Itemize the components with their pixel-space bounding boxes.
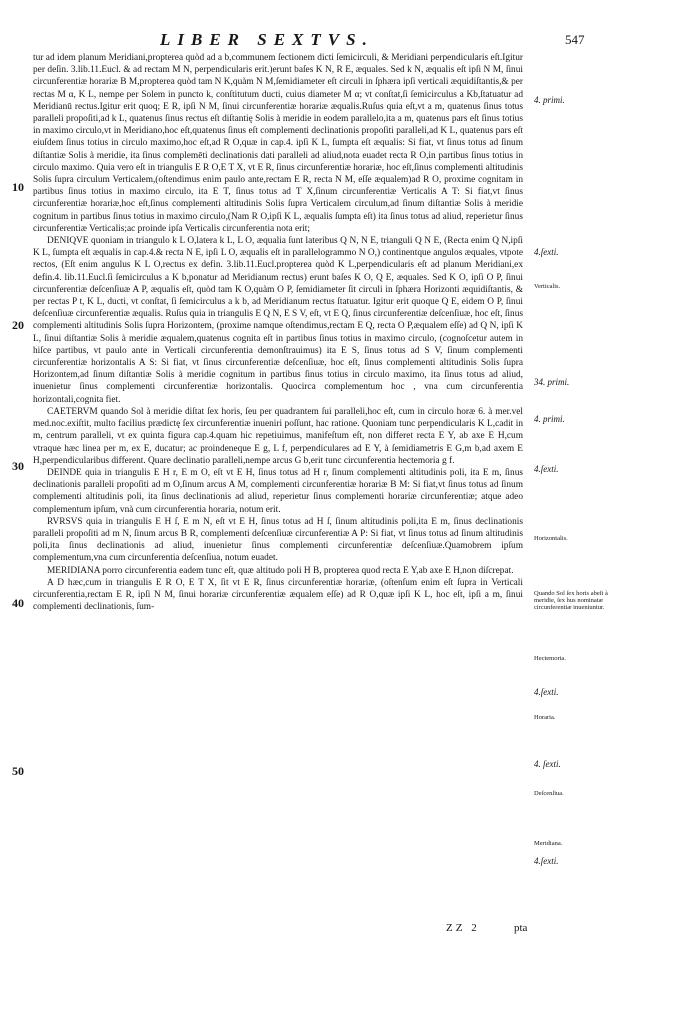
margin-note: 4.ſexti. — [534, 856, 559, 866]
margin-note: 4.ſexti. — [534, 247, 559, 257]
line-number: 50 — [12, 764, 24, 778]
margin-note: 4.ſexti. — [534, 464, 559, 474]
paragraph: DENIQVE quoniam in triangulo k L O,latera k L, L O, æqualia ſunt lateribus Q N, N E, trianguli Q N E, (Recta enim Q N,ipſi K L, ſumpta eſt æqualis in cap.4.& recta N E, ipſi L O, æqualis eſt in parallelogrammo N O,) continentque angulos æquales, vtpote rectos, (Eſt enim angulus K L O,rectus ex defin. 3.lib.11.Eucl.propterea quòd K L,perpendicularis eſt ad planum Meridiani,ex defin.4. lib.11.Eucl.ſi ſemicirculus a K b,ponatur ad Meridianum rectus) erunt baſes K O, Q E, æquales. Sed K O, ipſi O P, ſinui circunferentiæ deſcenſiuæ A P, æqualis eſt, quòd tam K O,quàm O P, ſemidiameter ſit circuli in ſphæra Horizonti æquidiſtantis, & per rectas P t, K L, ducti, vt conſtat, ſi ſemicirculus a k b, ad Meridianum rectus ſtatuatur. Igitur erit quoque Q E, eidem O P, ſinui deſcenſiuæ circunferentiæ æqualis. Ruſus quia in triangulis E Q N, E S V, eſt, vt E Q, ſinus circunferentiæ deſcenſiuæ, hoc eſt, ſinus complementi altitudinis Solis ſupra Horizontem, (proxime namque oſtendimus,rectam E Q, recta O P,æqualem eſſe) ad Q N, ipſi K L, ſinui diſtantiæ Solis à meridie æqualem,quatenus cognita eſt in partibus ſinus totius in maximo circulo, (cognoſcetur autem in hiſce partibus, vt paulo ante in Verticali circunferentia demonſtrauimus) ita E S, ſinus totus ad S V, ſinum complementi circunferentiæ horizontalis A S: Si fiat, vt ſinus circunferentiæ deſcenſiuæ, hoc eſt, ſinus complementi altitudinis Solis ſupra Horizontem,ad ſinum diſtantiæ Solis à meridie cognitum in partibus ſinus totius in circulo maximo, ita ſinus totus ad aliud, inuenietur ſinus complementi circunferentiæ horizontalis. Quocirca complementum hoc , vna cum circunferentia horizontali,cognita fiet. — [33, 236, 523, 405]
page-header — [0, 30, 686, 50]
margin-note: 4. primi. — [534, 95, 565, 105]
margin-note: Horaria. — [534, 714, 556, 721]
line-number: 20 — [12, 318, 24, 332]
paragraph: CAETERVM quando Sol à meridie diſtat ſex horis, ſeu per quadrantem ſui paralleli,hoc eſt, cum in circulo horæ 6. à mer.vel med.noc.exiſtit, multo facilius prædictę ſex circunferentiæ inueniri poſſunt, hac ratione. Quoniam tunc perpendicularis K L,cadit in m, centrum paralleli, vt ex quinta figura cap.4.quam hic repetiuimus, manifeſtum eſt, non differet recta E Y, ab axe E H,cum vtraque hæc linea per m, ex E, ducatur; ac proindeneque E g, L f, perpendiculares ad E Y, à ſemidiametris E G,m b,ad axem E H,perpendicularibus different. Quare declinatio paralleli,nempe arcus G b,erit tunc circunferentia hectemoria g f. — [33, 406, 523, 466]
margin-note: Meridiana. — [534, 840, 563, 847]
margin-note: 4.ſexti. — [534, 687, 559, 697]
margin-note: Verticalis. — [534, 283, 561, 290]
margin-note: 34. primi. — [534, 377, 570, 387]
paragraph: DEINDE quia in triangulis E H r, E m O, eſt vt E H, ſinus totus ad H r, ſinum complementi altitudinis poli, ita E m, ſinus declinationis paralleli propoſiti ad m O,ſinum arcus A M, complementi circunferentiæ horariæ B M: Si fiat,vt ſinus totus ad ſinum complementi altitudinis poli, ita ſinus declinationis ad aliud, reperietur ſinus complementi horariæ circunferentiæ; atque adeo complementum ipſum, vnà cum circunferentia horaria, notum erit. — [33, 467, 523, 515]
paragraph: MERIDIANA porro circunferentia eadem tunc eſt, quæ altitudo poli H B, propterea quod recta E Y,ab axe E H,non diſcrepat. — [47, 565, 514, 576]
margin-note: Quando Sol ſex horis abeſt à meridie, ſex hus nominatæ circunferentiæ inueniuntur. — [534, 590, 608, 612]
line-number: 30 — [12, 459, 24, 473]
margin-note: 4. ſexti. — [534, 759, 561, 769]
paragraph: RVRSVS quia in triangulis E H ſ, E m N, eſt vt E H, ſinus totus ad H ſ, ſinum altitudinis poli,ita E m, ſinus declinationis paralleli propoſiti ad m N, ſinum arcus B R, complementi deſcenſiuæ circunferentiæ A P: Si fiat, vt ſinus totus ad ſinum altitudinis poli,ita ſinus declinationis ad aliud, inuenietur ſinus complementi circunferentiæ deſcenſiuæ.Quamobrem ipſum complementum,vna cum circunferentia deſcenſiua, notum euadet. — [33, 516, 523, 564]
catchword: pta — [514, 922, 528, 934]
page-footer — [0, 922, 686, 938]
margin-note: 4. primi. — [534, 414, 565, 424]
paragraph: A D hæc,cum in triangulis E R O, E T X, ſit vt E R, ſinus circunferentiæ horariæ, (oſtenſum enim eſt ſupra in Verticali circunferentia,rectam E R, ipſi N M, ſinui horariæ circunferentiæ æqualem eſſe) ad R O,quæ ipſi K L, hoc eſt, ipſi a m, ſinui complementi declinationis, ſum- — [33, 577, 523, 613]
signature-mark: ZZ 2 — [446, 922, 480, 934]
margin-note: Horizontalis. — [534, 535, 568, 542]
margin-note: Hectemoria. — [534, 655, 566, 662]
margin-note: Deſcenſiua. — [534, 790, 564, 797]
running-title: LIBER SEXTVS. — [160, 30, 374, 49]
line-number: 40 — [12, 596, 24, 610]
page-number: 547 — [565, 32, 585, 47]
paragraph: tur ad idem planum Meridiani,propterea quòd ad a b,communem ſectionem dicti ſemicirculi, & Meridiani perpendicularis eſt.Igitur per deſin. 3.lib.11.Eucl. & ad rectam M N, perpendicularis erit.)erunt baſes K N, R E, æquales. Sed k N, æqualis eſt ipſi N M, ſinui circunferentiæ horariæ B M,propterea quòd tam N K,quàm N M,ſemidiameter eſt circuli in ſphæra ipſi verticali æquidiſtantis,& per rectas M α, K L, nempe per Solem in puncto k, conſtitutum ducti, cuius diameter M α; vt conſtat,ſi ſemicirculus a Kb,ſtatuatur ad Meridianū rectus.Igitur erit quoq; E R, ipſi N M, ſinui circunferentiæ horariæ æqualis.Ruſus quia eſt,vt a m, quatenus ſinus totus paralleli propoſiti,ad k L, quatenus ſinus rectus eſt diſtantię Solis à meridie in eodem parallelo,ita a m, quatenus pars eſt ſinus totius in maximo circulo,vt in Meridiano,hoc eſt,quatenus ſinus eſt complementi declinationis propoſiti paralleli,ad K L, quatenus pars eſt eiuſdem ſinus totius in circulo maximo,hoc eſt,ad R O,quæ in cap.4. ipſi K L, ſumpta eſt æqualis: Si fiat, vt ſinus totus ad ſinum diſtantiæ Solis à meridie, ita ſinus complemēti declinationis dati paralleli ad aliud,nota euadet recta R O,in partibus ſinus totius in circulo maximo. Quia vero eſt in triangulis E R O,E T X, vt E R, ſinus circunferentiæ horariæ, hoc eſt,ſinus complementi altitudinis Solis ſupra circulum Verticalem,(oſtendimus enim paulo ante,rectam E R, recta N M, eſſe æqualem)ad R O, proxime cognitam in partibus ſinus totius in maximo circulo, ita E T, ſinus totus ad T X,ſinum circunferentiæ Verticalis A T: Si fiat,vt ſinus circunferentiæ horariæ,hoc eſt,ſinus complementi altitudinis Solis ſupra Verticalem circulum,ad ſinum diſtantiæ Solis à meridie cognitum in partibus ſinus totius in maximo circulo,(Nam R O,ipſi K L, æqualis ſumpta eſt) ita ſinus totus ad aliud, reperietur ſinus circunferentiæ Verticalis;ac proinde ipſa Verticalis circunferentia nota erit; — [33, 53, 523, 234]
body-text — [33, 52, 523, 613]
line-number: 10 — [12, 180, 24, 194]
